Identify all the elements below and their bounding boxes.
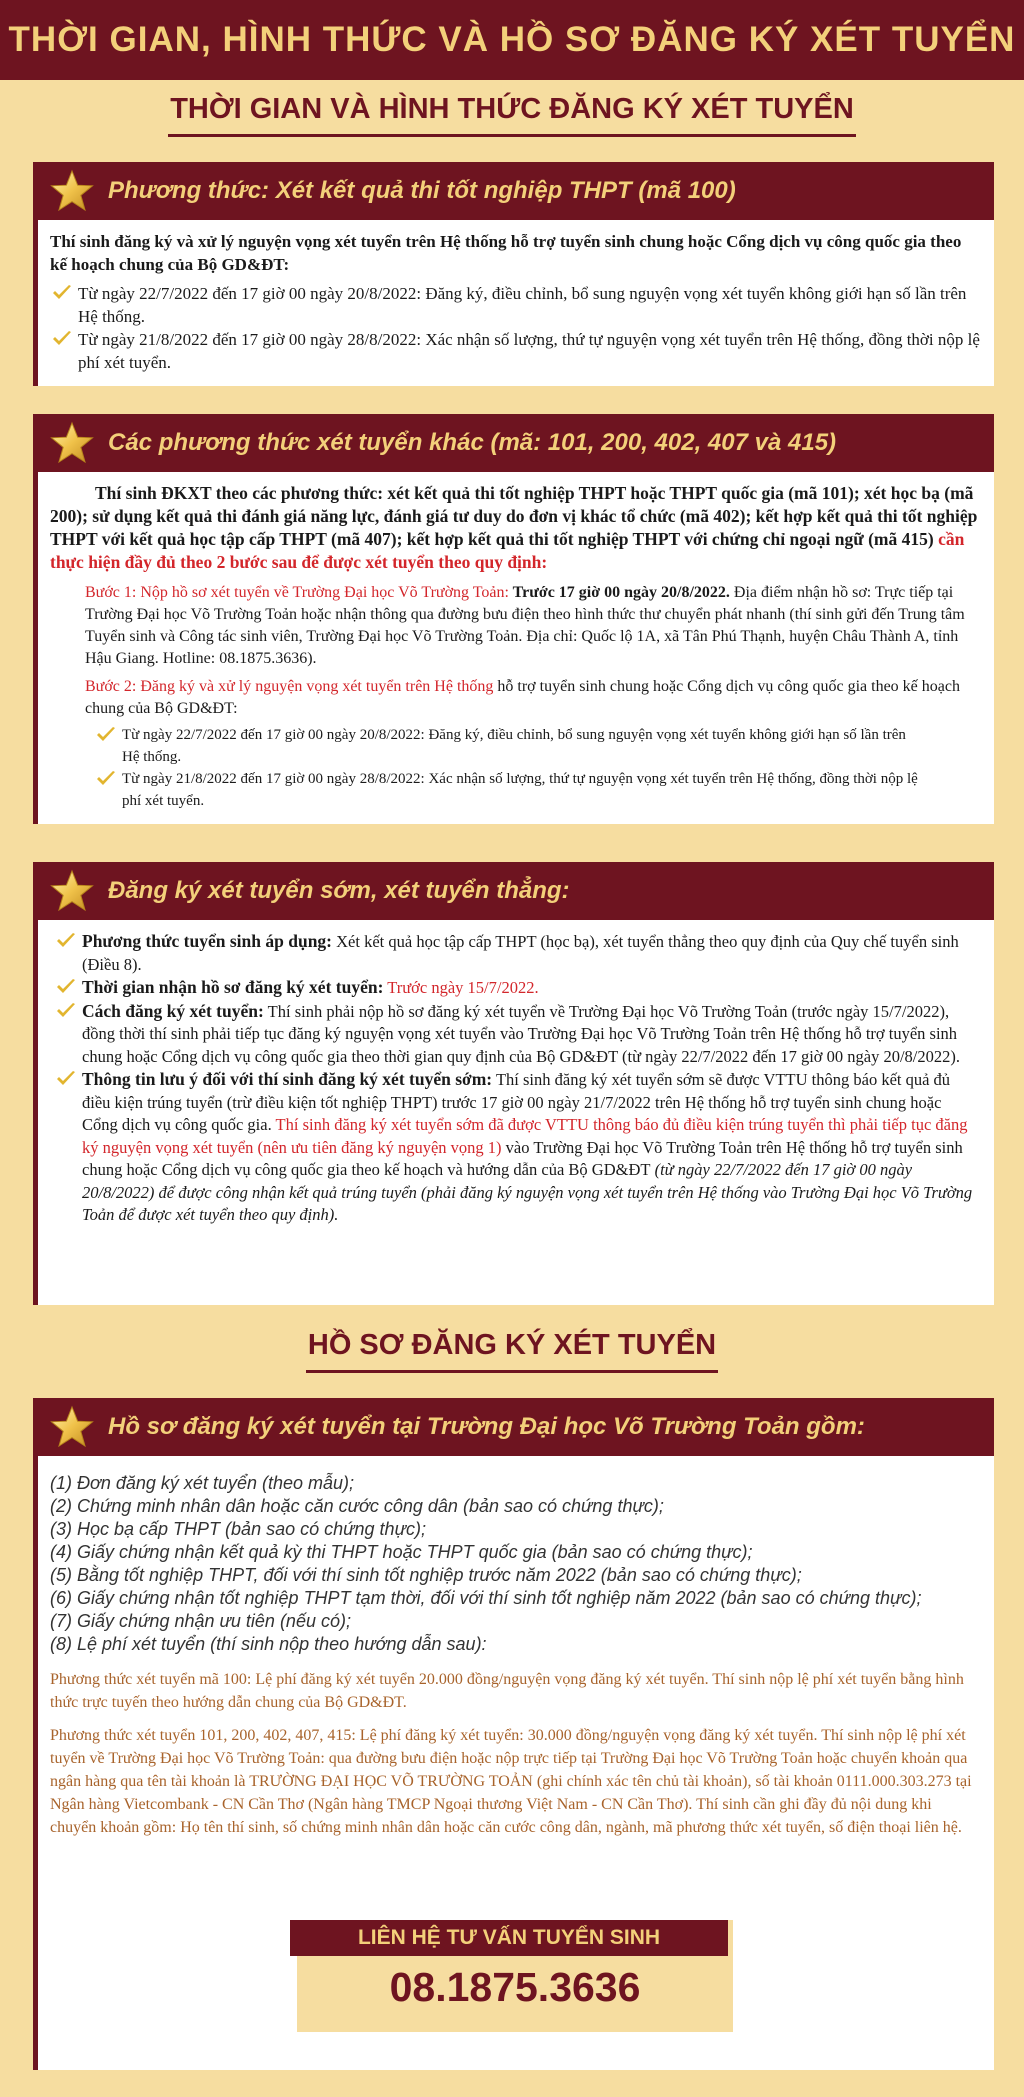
star-icon — [50, 869, 94, 913]
documents-list — [50, 1472, 980, 1656]
list-item: (6) Giấy chứng nhận tốt nghiệp THPT tạm thời, đối với thí sinh tốt nghiệp năm 2022 (bản sao có chứng thực); — [50, 1588, 922, 1608]
star-icon — [50, 1405, 94, 1449]
list-item: Thời gian nhận hồ sơ đăng ký xét tuyển: Trước ngày 15/7/2022. — [54, 976, 980, 1000]
check-icon — [52, 330, 72, 348]
star-icon — [50, 169, 94, 213]
fee-method-100: Phương thức xét tuyển mã 100: Lệ phí đăng ký xét tuyển 20.000 đồng/nguyện vọng đăng ký xét tuyển. Thí sinh nộp lệ phí xét tuyển bằng hình thức trực tuyến theo hướng dẫn chung của Bộ GD&ĐT. — [50, 1671, 964, 1711]
documents-heading: Hồ sơ đăng ký xét tuyển tại Trường Đại học Võ Trường Toản gồm: — [108, 1413, 865, 1440]
section-title-registration-time — [0, 93, 1024, 137]
early-admission-heading: Đăng ký xét tuyển sớm, xét tuyển thẳng: — [108, 877, 570, 904]
check-icon — [96, 770, 116, 788]
check-icon — [56, 978, 76, 996]
list-item: Từ ngày 22/7/2022 đến 17 giờ 00 ngày 20/8/2022: Đăng ký, điều chỉnh, bổ sung nguyện vọng xét tuyển không giới hạn số lần trên Hệ thống. — [94, 724, 920, 768]
method-100-box — [33, 162, 994, 386]
check-icon — [56, 1002, 76, 1020]
list-item: (5) Bằng tốt nghiệp THPT, đối với thí sinh tốt nghiệp trước năm 2022 (bản sao có chứng thực); — [50, 1565, 802, 1585]
fee-other-methods: Phương thức xét tuyển 101, 200, 402, 407, 415: Lệ phí đăng ký xét tuyển: 30.000 đồng/nguyện vọng đăng ký xét tuyển. Thí sinh nộp lệ phí xét tuyển về Trường Đại học Võ Trường Toản: qua đường bưu điện hoặc nộp trực tiếp tại Trường Đại học Võ Trường Toản hoặc chuyển khoản qua ngân hàng qua tên tài khoản là TRƯỜNG ĐẠI HỌC VÕ TRƯỜNG TOẢN (ghi chính xác tên chủ tài khoản), số tài khoản 0111.000.303.273 tại Ngân hàng Vietcombank - CN Cần Thơ (Ngân hàng TMCP Ngoại thương Việt Nam - CN Cần Thơ). Thí sinh cần ghi đầy đủ nội dung khi chuyển khoản gồm: Họ tên thí sinh, số chứng minh nhân dân hoặc căn cước công dân, ngành, mã phương thức xét tuyển, số điện thoại liên hệ. — [50, 1727, 972, 1836]
list-item: (7) Giấy chứng nhận ưu tiên (nếu có); — [50, 1611, 351, 1631]
documents-header — [38, 1398, 994, 1456]
contact-label: LIÊN HỆ TƯ VẤN TUYỂN SINH — [290, 1920, 728, 1956]
list-item: (8) Lệ phí xét tuyển (thí sinh nộp theo hướng dẫn sau): — [50, 1634, 487, 1654]
list-item: Từ ngày 21/8/2022 đến 17 giờ 00 ngày 28/8/2022: Xác nhận số lượng, thứ tự nguyện vọng xét tuyển trên Hệ thống, đồng thời nộp lệ phí xét tuyển. — [50, 328, 980, 374]
contact-block — [297, 1920, 733, 2032]
section-title-text: HỒ SƠ ĐĂNG KÝ XÉT TUYỂN — [306, 1329, 718, 1373]
top-banner — [0, 0, 1024, 80]
other-methods-box — [33, 414, 994, 824]
list-item: (1) Đơn đăng ký xét tuyển (theo mẫu); — [50, 1473, 355, 1493]
other-methods-heading: Các phương thức xét tuyển khác (mã: 101, 200, 402, 407 và 415) — [108, 429, 837, 456]
list-item: (4) Giấy chứng nhận kết quả kỳ thi THPT hoặc THPT quốc gia (bản sao có chứng thực); — [50, 1542, 753, 1562]
list-item: Thông tin lưu ý đối với thí sinh đăng ký xét tuyển sớm: Thí sinh đăng ký xét tuyển sớm sẽ được VTTU thông báo kết quả đủ điều kiện trúng tuyển (trừ điều kiện tốt nghiệp THPT) trước 17 giờ 00 ngày 21/7/2022 trên Hệ thống hỗ trợ tuyển sinh chung hoặc Cổng dịch vụ công quốc gia. Thí sinh đăng ký xét tuyển sớm đã được VTTU thông báo đủ điều kiện trúng tuyển thì phải tiếp tục đăng ký nguyện vọng xét tuyển (nên ưu tiên đăng ký nguyện vọng 1) vào Trường Đại học Võ Trường Toản trên Hệ thống hỗ trợ tuyển sinh chung hoặc Cổng dịch vụ công quốc gia theo kế hoạch và hướng dẫn của Bộ GD&ĐT (từ ngày 22/7/2022 đến 17 giờ 00 ngày 20/8/2022) để được công nhận kết quả trúng tuyển (phải đăng ký nguyện vọng xét tuyển trên Hệ thống vào Trường Đại học Võ Trường Toản để được xét tuyển theo quy định). — [54, 1068, 980, 1227]
early-admission-header — [38, 862, 994, 920]
star-icon — [50, 421, 94, 465]
step-2: Bước 2: Đăng ký và xử lý nguyện vọng xét tuyển trên Hệ thống hỗ trợ tuyển sinh chung hoặc Cổng dịch vụ công quốc gia theo kế hoạch chung của Bộ GD&ĐT: — [85, 678, 960, 717]
early-admission-box — [33, 862, 994, 1305]
step-1: Bước 1: Nộp hồ sơ xét tuyển về Trường Đại học Võ Trường Toản: Trước 17 giờ 00 ngày 20/8/2022. Địa điểm nhận hồ sơ: Trực tiếp tại Trường Đại học Võ Trường Toản hoặc nhận thông qua đường bưu điện theo hình thức thư chuyển phát nhanh (thí sinh gửi đến Trung tâm Tuyển sinh và Công tác sinh viên, Trường Đại học Võ Trường Toản. Địa chỉ: Quốc lộ 1A, xã Tân Phú Thạnh, huyện Châu Thành A, tỉnh Hậu Giang. Hotline: 08.1875.3636). — [85, 584, 965, 667]
list-item: Từ ngày 22/7/2022 đến 17 giờ 00 ngày 20/8/2022: Đăng ký, điều chỉnh, bổ sung nguyện vọng xét tuyển không giới hạn số lần trên Hệ thống. — [50, 282, 980, 328]
other-methods-header — [38, 414, 994, 472]
section-title-text: THỜI GIAN VÀ HÌNH THỨC ĐĂNG KÝ XÉT TUYỂN — [168, 93, 856, 137]
list-item: (2) Chứng minh nhân dân hoặc căn cước công dân (bản sao có chứng thực); — [50, 1496, 664, 1516]
check-icon — [56, 1070, 76, 1088]
check-icon — [52, 284, 72, 302]
method-100-header — [38, 162, 994, 220]
banner-title: THỜI GIAN, HÌNH THỨC VÀ HỒ SƠ ĐĂNG KÝ XÉT TUYỂN — [8, 20, 1016, 59]
list-item: (3) Học bạ cấp THPT (bản sao có chứng thực); — [50, 1519, 426, 1539]
method-100-intro: Thí sinh đăng ký và xử lý nguyện vọng xét tuyển trên Hệ thống hỗ trợ tuyển sinh chung hoặc Cổng dịch vụ công quốc gia theo kế hoạch chung của Bộ GD&ĐT: — [50, 232, 962, 274]
list-item: Từ ngày 21/8/2022 đến 17 giờ 00 ngày 28/8/2022: Xác nhận số lượng, thứ tự nguyện vọng xét tuyển trên Hệ thống, đồng thời nộp lệ phí xét tuyển. — [94, 768, 920, 812]
section-title-documents — [0, 1329, 1024, 1373]
check-icon — [56, 932, 76, 950]
contact-phone[interactable]: 08.1875.3636 — [389, 1964, 641, 2010]
other-methods-intro: Thí sinh ĐKXT theo các phương thức: xét kết quả thi tốt nghiệp THPT hoặc THPT quốc gia (mã 101); xét học bạ (mã 200); sử dụng kết quả thi đánh giá năng lực, đánh giá tư duy do đơn vị khác tổ chức (mã 402); kết hợp kết quả thi tốt nghiệp THPT với kết quả học tập cấp THPT (mã 407); kết hợp kết quả thi tốt nghiệp THPT với chứng chỉ ngoại ngữ (mã 415) cần thực hiện đầy đủ theo 2 bước sau để được xét tuyển theo quy định: — [50, 483, 978, 572]
list-item: Phương thức tuyển sinh áp dụng: Xét kết quả học tập cấp THPT (học bạ), xét tuyển thẳng theo quy định của Quy chế tuyển sinh (Điều 8). — [54, 930, 980, 976]
list-item: Cách đăng ký xét tuyển: Thí sinh phải nộp hồ sơ đăng ký xét tuyển về Trường Đại học Võ Trường Toản (trước ngày 15/7/2022), đồng thời thí sinh phải tiếp tục đăng ký nguyện vọng xét tuyển vào Trường Đại học Võ Trường Toản trên Hệ thống hỗ trợ tuyển sinh chung hoặc Cổng dịch vụ công quốc gia theo thời gian quy định của Bộ GD&ĐT (từ ngày 22/7/2022 đến 17 giờ 00 ngày 20/8/2022). — [54, 1000, 980, 1069]
check-icon — [96, 726, 116, 744]
method-100-heading: Phương thức: Xét kết quả thi tốt nghiệp THPT (mã 100) — [108, 177, 736, 204]
